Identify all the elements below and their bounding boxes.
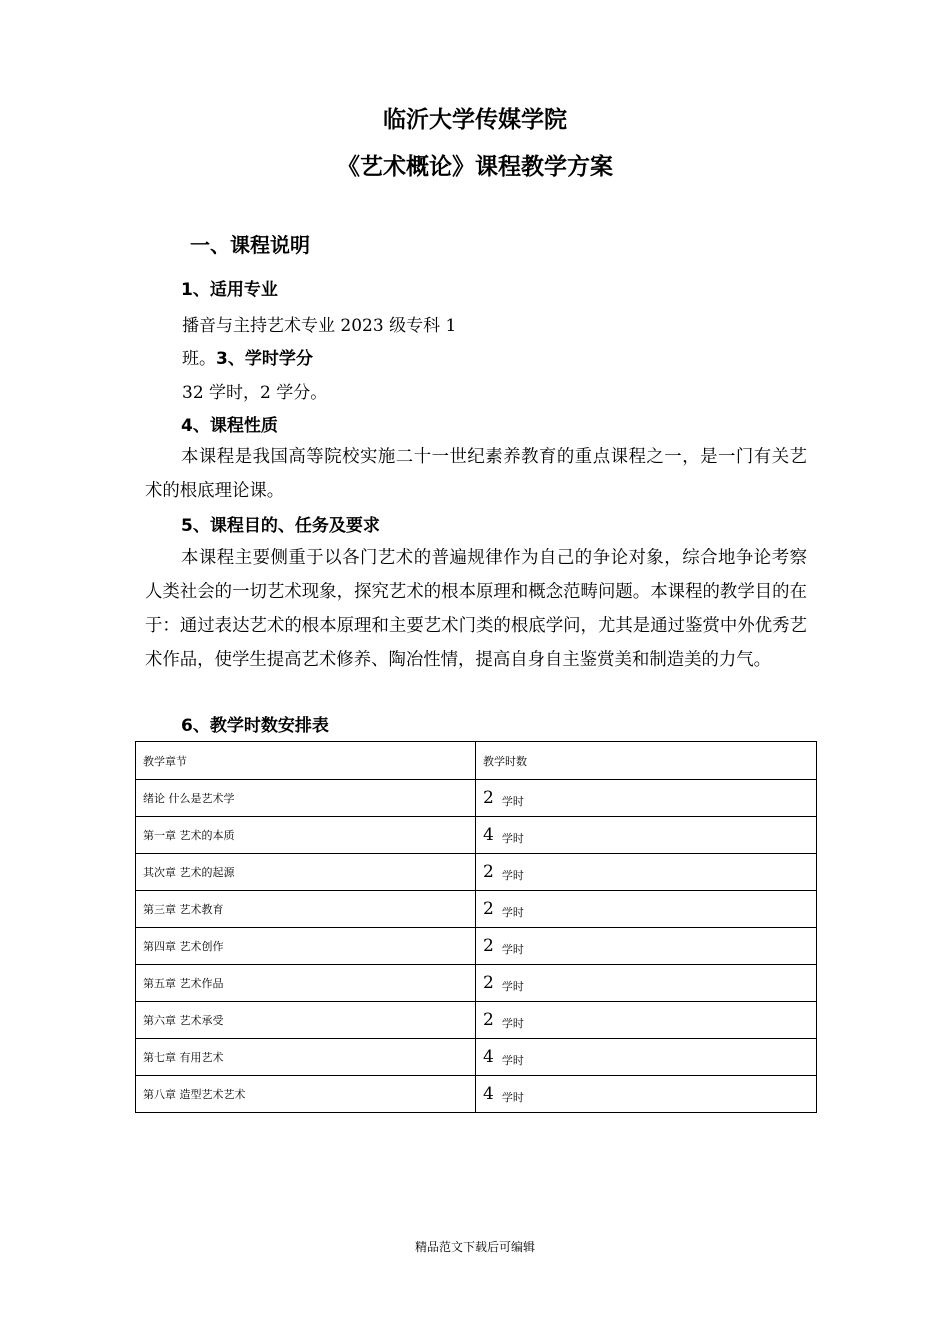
hours-value: 4 xyxy=(483,1047,494,1067)
course-goals-paragraph: 本课程主要侧重于以各门艺术的普遍规律作为自己的争论对象，综合地争论考察人类社会的一切艺术现象，探究艺术的根本原理和概念范畴问题。本课程的教学目的在于：通过表达艺术的根本原理和主要艺术门类的根底学问，尤其是通过鉴赏中外优秀艺术作品，使学生提高艺术修养、陶冶性情，提高自身自主鉴赏美和制造美的力气。 xyxy=(145,548,807,670)
chapter-cell: 第一章 艺术的本质 xyxy=(136,817,476,854)
hours-unit: 学时 xyxy=(501,1054,524,1067)
chapter-cell: 第三章 艺术教育 xyxy=(136,891,476,928)
chapter-cell: 第七章 有用艺术 xyxy=(136,1039,476,1076)
hours-value: 2 xyxy=(483,936,494,956)
hours-value: 2 xyxy=(483,788,494,808)
hours-unit: 学时 xyxy=(501,795,524,808)
chapter-cell: 其次章 艺术的起源 xyxy=(136,854,476,891)
course-nature-paragraph: 本课程是我国高等院校实施二十一世纪素养教育的重点课程之一，是一门有关艺术的根底理论课。 xyxy=(145,447,807,501)
hours-value: 2 xyxy=(483,899,494,919)
table-row xyxy=(136,854,817,891)
subheading-course-nature: 4、课程性质 xyxy=(181,416,278,436)
applicable-major-text: 播音与主持艺术专业 2023 级专科 1 xyxy=(182,316,457,336)
subheading-teaching-schedule: 6、教学时数安排表 xyxy=(181,716,329,736)
hours-cell xyxy=(476,1002,817,1039)
hours-unit: 学时 xyxy=(501,980,524,993)
applicable-major-continuation xyxy=(182,344,313,369)
chapter-cell: 第八章 造型艺术艺术 xyxy=(136,1076,476,1113)
table-row xyxy=(136,1076,817,1113)
table-row xyxy=(136,965,817,1002)
column-header-hours: 教学时数 xyxy=(476,742,817,780)
footer-note: 精品范文下载后可编辑 xyxy=(414,1240,535,1254)
table-row xyxy=(136,817,817,854)
hours-cell xyxy=(476,891,817,928)
school-title: 临沂大学传媒学院 xyxy=(383,107,567,133)
hours-cell xyxy=(476,854,817,891)
hours-unit: 学时 xyxy=(501,1017,524,1030)
subheading-course-goals: 5、课程目的、任务及要求 xyxy=(181,516,380,536)
hours-value: 4 xyxy=(483,825,494,845)
class-suffix-text: 班。 xyxy=(182,349,216,369)
table-row xyxy=(136,1039,817,1076)
hours-credits-text: 32 学时，2 学分。 xyxy=(182,383,328,403)
hours-cell xyxy=(476,928,817,965)
hours-cell xyxy=(476,965,817,1002)
hours-value: 2 xyxy=(483,973,494,993)
hours-cell xyxy=(476,1076,817,1113)
hours-cell xyxy=(476,817,817,854)
subheading-applicable-major: 1、适用专业 xyxy=(181,280,278,300)
hours-cell xyxy=(476,780,817,817)
chapter-cell: 第五章 艺术作品 xyxy=(136,965,476,1002)
chapter-cell: 绪论 什么是艺术学 xyxy=(136,780,476,817)
hours-value: 2 xyxy=(483,862,494,882)
table-header-row xyxy=(136,742,817,780)
table-row xyxy=(136,891,817,928)
table-row xyxy=(136,928,817,965)
course-plan-title: 《艺术概论》课程教学方案 xyxy=(337,154,613,180)
table-row xyxy=(136,1002,817,1039)
teaching-hours-table xyxy=(135,741,817,1113)
hours-unit: 学时 xyxy=(501,869,524,882)
hours-value: 4 xyxy=(483,1084,494,1104)
hours-unit: 学时 xyxy=(501,943,524,956)
section-heading-course-description: 一、课程说明 xyxy=(190,233,310,257)
column-header-chapter: 教学章节 xyxy=(136,742,476,780)
table-row xyxy=(136,780,817,817)
chapter-cell: 第四章 艺术创作 xyxy=(136,928,476,965)
hours-value: 2 xyxy=(483,1010,494,1030)
hours-unit: 学时 xyxy=(501,832,524,845)
hours-unit: 学时 xyxy=(501,1091,524,1104)
hours-cell xyxy=(476,1039,817,1076)
subheading-hours-credits: 3、学时学分 xyxy=(216,349,313,369)
hours-unit: 学时 xyxy=(501,906,524,919)
chapter-cell: 第六章 艺术承受 xyxy=(136,1002,476,1039)
